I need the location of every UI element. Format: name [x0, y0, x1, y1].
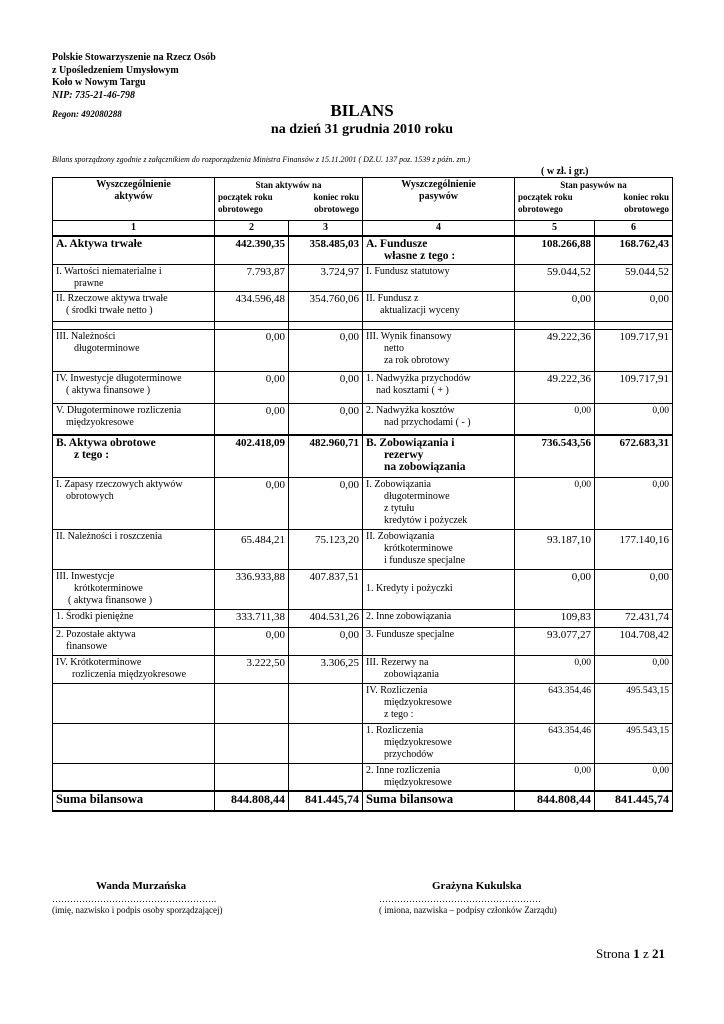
liabilities-header-line2: pasywów — [419, 191, 458, 202]
row-label-line: II. Fundusz z — [366, 292, 419, 304]
value-end: 104.708,42 — [595, 627, 673, 655]
org-regon: Regon: 492080288 — [52, 109, 122, 119]
assets-state-label: Stan aktywów na — [255, 180, 322, 190]
row-label — [53, 291, 215, 321]
row-label-line: II. Rzeczowe aktywa trwałe — [56, 292, 168, 304]
table-row — [53, 329, 673, 371]
row-label — [363, 291, 515, 321]
row-label-line: III. Rezerwy na — [366, 656, 429, 668]
preparer-signature-line: ………………………………………………. — [52, 894, 217, 904]
row-label-line: A. Fundusze — [366, 238, 428, 250]
table-row — [53, 763, 673, 791]
row-label — [53, 627, 215, 655]
value-end: 75.123,20 — [289, 529, 363, 569]
row-label — [53, 435, 215, 477]
empty-cell — [215, 763, 289, 791]
row-label-line: IV. Krótkoterminowe — [56, 656, 142, 668]
value-start: 0,00 — [215, 627, 289, 655]
preparer-signature-caption: (imię, nazwisko i podpis osoby sporządzającej) — [52, 905, 223, 915]
value-start: 402.418,09 — [215, 435, 289, 477]
value-end: 672.683,31 — [595, 435, 673, 477]
value-end: 0,00 — [595, 403, 673, 435]
legal-basis-note: Bilans sporządzony zgodnie z załącznikiem do rozporządzenia Ministra Finansów z 15.11.2001 ( DZ.U. 137 poz. 1539 z późn. zm.) — [52, 155, 471, 164]
table-row — [53, 477, 673, 529]
org-nip: NIP: 735-21-46-798 — [52, 89, 136, 101]
value-start: 109,83 — [515, 609, 595, 627]
row-label-line: finansowe — [66, 640, 108, 652]
row-label-line: rezerwy — [384, 449, 424, 461]
page-prefix: Strona — [596, 946, 634, 961]
row-label-line: własne z tego : — [384, 250, 456, 262]
value-start: 0,00 — [215, 329, 289, 371]
table-row — [53, 264, 673, 291]
row-label — [53, 655, 215, 683]
value-end: 0,00 — [289, 403, 363, 435]
value-end: 0,00 — [595, 477, 673, 529]
row-label-line: kredytów i pożyczek — [384, 514, 468, 526]
value-start: 0,00 — [515, 403, 595, 435]
column-numbers-row — [53, 221, 673, 237]
row-label-line: ( aktywa finansowe ) — [66, 384, 151, 396]
value-end: 3.724,97 — [289, 264, 363, 291]
value-start: 65.484,21 — [215, 529, 289, 569]
row-label-line: rozliczenia międzyokresowe — [72, 668, 187, 680]
total-end: 841.445,74 — [289, 791, 363, 811]
row-label — [53, 371, 215, 403]
assets-header-line2: aktywów — [114, 191, 153, 202]
value-start: 49.222,36 — [515, 371, 595, 403]
value-end: 358.485,03 — [289, 236, 363, 264]
row-label-line: 2. Pozostałe aktywa — [56, 628, 136, 640]
col-end-label2-p: obrotowego — [624, 204, 669, 214]
row-label-line: 2. Nadwyżka kosztów — [366, 404, 455, 416]
liabilities-header-line1: Wyszczególnienie — [401, 179, 476, 190]
row-label — [53, 569, 215, 609]
empty-cell — [363, 321, 515, 329]
table-row — [53, 723, 673, 763]
assets-header-line1: Wyszczególnienie — [96, 179, 171, 190]
row-label — [363, 655, 515, 683]
value-end: 0,00 — [595, 763, 673, 791]
empty-cell — [215, 723, 289, 763]
value-start: 336.933,88 — [215, 569, 289, 609]
table-row — [53, 371, 673, 403]
row-label-line: długoterminowe — [74, 342, 140, 354]
empty-cell — [53, 723, 215, 763]
org-name-line2: z Upośledzeniem Umysłowym — [52, 64, 179, 76]
value-end: 0,00 — [289, 371, 363, 403]
row-label-line: międzyokresowe — [66, 416, 134, 428]
balance-sheet-table — [52, 177, 673, 812]
row-label-line: międzyokresowe — [384, 696, 452, 708]
row-label-line: 2. Inne rozliczenia — [366, 764, 441, 776]
value-start: 0,00 — [515, 569, 595, 609]
value-start: 736.543,56 — [515, 435, 595, 477]
value-end: 0,00 — [595, 655, 673, 683]
row-label: 2. Inne zobowiązania — [363, 609, 515, 627]
row-label-line: B. Zobowiązania i — [366, 437, 455, 449]
row-label — [53, 329, 215, 371]
value-start: 434.596,48 — [215, 291, 289, 321]
value-start: 0,00 — [215, 477, 289, 529]
row-label-line: z tytułu — [384, 502, 415, 514]
row-label-line: prawne — [74, 277, 104, 289]
total-label: Suma bilansowa — [53, 791, 215, 811]
value-end: 495.543,15 — [595, 683, 673, 723]
row-label — [363, 529, 515, 569]
row-label-line: ( aktywa finansowe ) — [68, 594, 153, 606]
row-label — [363, 723, 515, 763]
value-start: 0,00 — [515, 291, 595, 321]
empty-cell — [289, 683, 363, 723]
row-label-line: III. Inwestycje — [56, 570, 115, 582]
row-label-line: i fundusze specjalne — [384, 554, 466, 566]
empty-cell — [53, 763, 215, 791]
table-row — [53, 627, 673, 655]
col-number: 2 — [215, 221, 289, 237]
value-end: 354.760,06 — [289, 291, 363, 321]
value-end: 109.717,91 — [595, 371, 673, 403]
row-label-line: II. Zobowiązania — [366, 530, 435, 542]
col-end-label2: obrotowego — [314, 204, 359, 214]
assets-header — [53, 178, 215, 221]
liabilities-header — [363, 178, 515, 221]
value-start: 93.077,27 — [515, 627, 595, 655]
value-end: 0,00 — [289, 477, 363, 529]
col-number: 3 — [289, 221, 363, 237]
row-label-line: na zobowiązania — [384, 461, 466, 473]
row-label — [363, 236, 515, 264]
liabilities-state-header — [515, 178, 673, 221]
col-start-label2: obrotowego — [218, 204, 263, 214]
col-start-label: początek roku — [218, 192, 273, 202]
document-subtitle: na dzień 31 grudnia 2010 roku — [270, 122, 454, 137]
value-end: 0,00 — [595, 569, 673, 609]
page-number — [596, 946, 665, 962]
page-current: 1 — [633, 946, 640, 961]
board-member-name: Grażyna Kukulska — [432, 880, 522, 892]
table-row — [53, 529, 673, 569]
row-label — [363, 435, 515, 477]
row-label-line: I. Wartości niematerialne i — [56, 265, 162, 277]
row-label-line: nad kosztami ( + ) — [376, 384, 449, 396]
org-name-line1: Polskie Stowarzyszenie na Rzecz Osób — [52, 52, 216, 63]
organization-header — [52, 52, 216, 102]
page-total: 21 — [651, 946, 665, 961]
row-label-line: I. Zapasy rzeczowych aktywów — [56, 478, 183, 490]
total-label: Suma bilansowa — [363, 791, 515, 811]
value-end: 482.960,71 — [289, 435, 363, 477]
value-end: 495.543,15 — [595, 723, 673, 763]
value-end: 59.044,52 — [595, 264, 673, 291]
row-label-line: długoterminowe — [384, 490, 450, 502]
value-end: 0,00 — [595, 291, 673, 321]
row-label-line: zobowiązania — [384, 668, 439, 680]
empty-cell — [289, 321, 363, 329]
row-label — [363, 403, 515, 435]
row-label: 1. Środki pieniężne — [53, 609, 215, 627]
row-label-line: V. Długoterminowe rozliczenia — [56, 404, 182, 416]
value-start: 59.044,52 — [515, 264, 595, 291]
value-start: 0,00 — [215, 371, 289, 403]
row-label-line: za rok obrotowy — [384, 354, 450, 366]
value-end: 404.531,26 — [289, 609, 363, 627]
value-start: 643.354,46 — [515, 723, 595, 763]
row-label-line: III. Należności — [56, 330, 116, 342]
board-signature-caption: ( imiona, nazwiska – podpisy członków Zarządu) — [379, 905, 557, 915]
table-row-empty — [53, 321, 673, 329]
table-row — [53, 403, 673, 435]
col-start-label-p: początek roku — [518, 192, 573, 202]
empty-cell — [53, 321, 215, 329]
value-end: 0,00 — [289, 329, 363, 371]
row-label — [363, 763, 515, 791]
empty-cell — [53, 683, 215, 723]
liab-state-label: Stan pasywów na — [560, 180, 627, 190]
assets-state-header — [215, 178, 363, 221]
row-label: 3. Fundusze specjalne — [363, 627, 515, 655]
value-end: 177.140,16 — [595, 529, 673, 569]
org-name-line3: Koło w Nowym Targu — [52, 77, 146, 88]
document-title: BILANS — [330, 101, 394, 120]
table-row — [53, 236, 673, 264]
value-start: 93.187,10 — [515, 529, 595, 569]
empty-cell — [595, 321, 673, 329]
row-label-line: krótkoterminowe — [74, 582, 143, 594]
value-start: 108.266,88 — [515, 236, 595, 264]
value-start: 7.793,87 — [215, 264, 289, 291]
table-row — [53, 655, 673, 683]
col-start-label2-p: obrotowego — [518, 204, 563, 214]
table-row — [53, 683, 673, 723]
col-end-label-p: koniec roku — [623, 192, 669, 202]
row-label-line: IV. Inwestycje długoterminowe — [56, 372, 182, 384]
row-label — [363, 477, 515, 529]
row-label-line: nad przychodami ( - ) — [384, 416, 471, 428]
table-row — [53, 435, 673, 477]
value-start: 0,00 — [515, 477, 595, 529]
col-number: 4 — [363, 221, 515, 237]
row-label-line: przychodów — [384, 748, 434, 760]
value-end: 407.837,51 — [289, 569, 363, 609]
value-end: 109.717,91 — [595, 329, 673, 371]
total-start: 844.808,44 — [215, 791, 289, 811]
empty-cell — [289, 763, 363, 791]
value-end: 3.306,25 — [289, 655, 363, 683]
value-start: 0,00 — [215, 403, 289, 435]
empty-cell — [289, 723, 363, 763]
table-header-row — [53, 178, 673, 221]
row-label-line: IV. Rozliczenia — [366, 684, 428, 696]
table-row — [53, 291, 673, 321]
row-label — [53, 264, 215, 291]
col-number: 1 — [53, 221, 215, 237]
preparer-name: Wanda Murzańska — [96, 880, 187, 892]
board-signature-line: ……………………………………………… — [379, 894, 541, 904]
empty-cell — [215, 321, 289, 329]
row-label-line: z tego : — [384, 708, 414, 720]
value-start: 3.222,50 — [215, 655, 289, 683]
row-label-line: netto — [384, 342, 404, 354]
row-label: I. Fundusz statutowy — [363, 264, 515, 291]
value-start: 333.711,38 — [215, 609, 289, 627]
row-label-line: B. Aktywa obrotowe — [56, 437, 156, 449]
table-row — [53, 569, 673, 609]
total-end: 841.445,74 — [595, 791, 673, 811]
value-start: 0,00 — [515, 763, 595, 791]
row-label — [363, 371, 515, 403]
value-start: 643.354,46 — [515, 683, 595, 723]
value-start: 442.390,35 — [215, 236, 289, 264]
row-label: A. Aktywa trwałe — [53, 236, 215, 264]
row-label-line: aktualizacji wyceny — [380, 304, 460, 316]
value-end: 0,00 — [289, 627, 363, 655]
row-label: 1. Kredyty i pożyczki — [363, 569, 515, 609]
row-label — [363, 683, 515, 723]
col-number: 5 — [515, 221, 595, 237]
total-row — [53, 791, 673, 811]
row-label — [53, 477, 215, 529]
row-label-line: 1. Rozliczenia — [366, 724, 424, 736]
row-label-line: obrotowych — [66, 490, 114, 502]
value-start: 0,00 — [515, 655, 595, 683]
total-start: 844.808,44 — [515, 791, 595, 811]
row-label-line: krótkoterminowe — [384, 542, 453, 554]
row-label-line: międzyokresowe — [384, 736, 452, 748]
row-label-line: III. Wynik finansowy — [366, 330, 452, 342]
empty-cell — [215, 683, 289, 723]
col-number: 6 — [595, 221, 673, 237]
col-end-label: koniec roku — [313, 192, 359, 202]
row-label-line: z tego : — [74, 449, 110, 461]
value-end: 72.431,74 — [595, 609, 673, 627]
page-separator: z — [639, 946, 652, 961]
currency-unit: ( w zł. i gr.) — [541, 166, 589, 177]
row-label: II. Należności i roszczenia — [53, 529, 215, 569]
row-label-line: ( środki trwałe netto ) — [66, 304, 153, 316]
value-end: 168.762,43 — [595, 236, 673, 264]
table-row — [53, 609, 673, 627]
row-label-line: I. Zobowiązania — [366, 478, 431, 490]
empty-cell — [515, 321, 595, 329]
row-label-line: 1. Nadwyżka przychodów — [366, 372, 471, 384]
row-label — [53, 403, 215, 435]
row-label — [363, 329, 515, 371]
row-label-line: międzyokresowe — [384, 776, 452, 788]
value-start: 49.222,36 — [515, 329, 595, 371]
